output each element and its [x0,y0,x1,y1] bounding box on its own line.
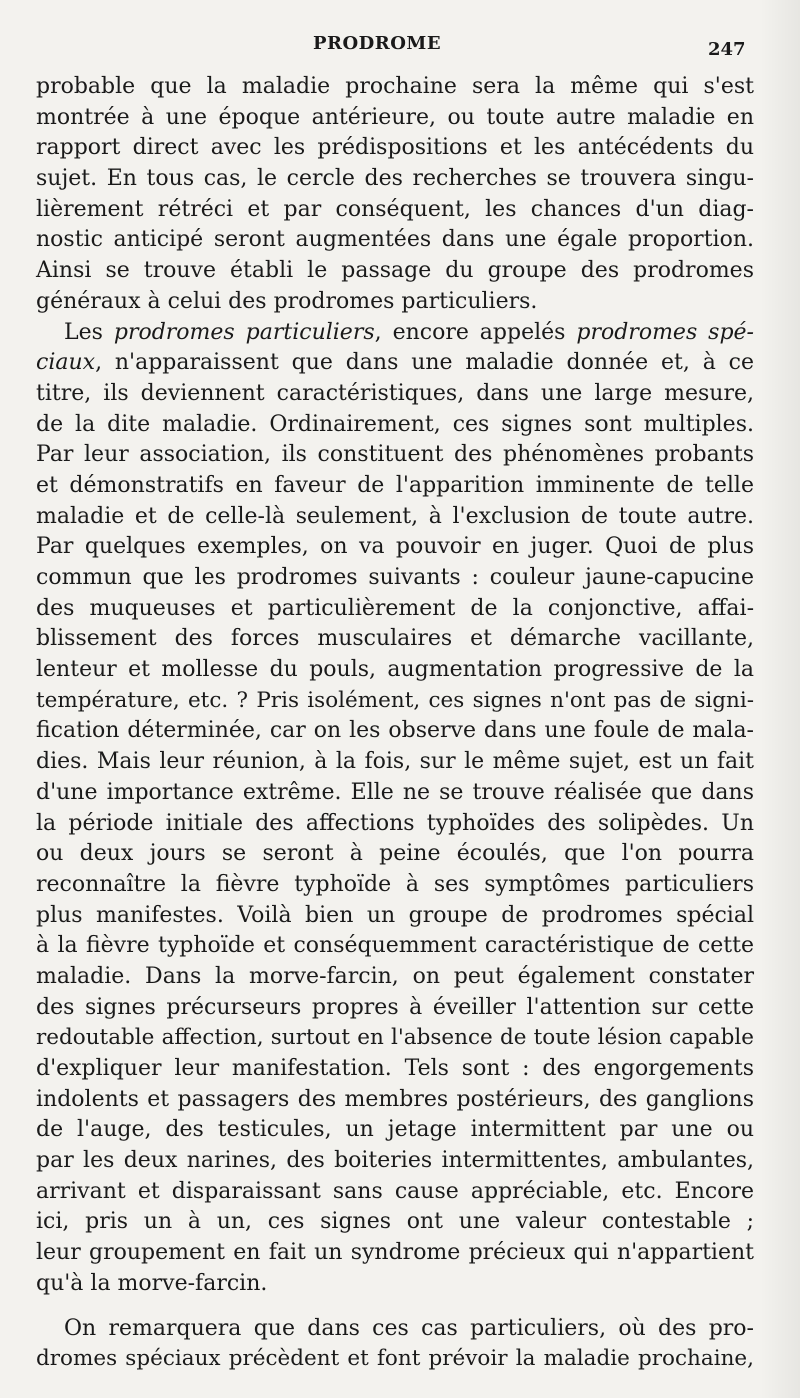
text-line: reconnaître la fièvre typhoïde à ses symptômes particuliers [36,871,754,897]
text-line: Par quelques exemples, on va pouvoir en juger. Quoi de plus [36,534,754,560]
text-line: d'expliquer leur manifestation. Tels sont : des engorgements [36,1056,754,1081]
text-run: , n'apparaissent que dans une maladie donnée et, à ce [95,350,754,376]
text-line: fication déterminée, car on les observe dans une foule de mala- [36,718,754,744]
text-line: de la dite maladie. Ordinairement, ces signes sont multiples. [36,411,754,437]
text-line: Ainsi se trouve établi le passage du groupe des prodromes [36,258,754,284]
italic-term: ciaux [36,350,96,376]
text-line: lenteur et mollesse du pouls, augmentation progressive de la [36,657,754,683]
text-line: blissement des forces musculaires et démarche vacillante, [36,626,754,652]
text-line: généraux à celui des prodromes particuliers. [36,288,538,314]
page-edge-shadow [760,0,800,1398]
page-number: 247 [708,39,746,60]
text-line: la période initiale des affections typhoïdes des solipèdes. Un [36,810,754,836]
text-line: lièrement rétréci et par conséquent, les chances d'un diag- [36,196,754,222]
text-line: et démonstratifs en faveur de l'apparition imminente de telle [36,472,754,498]
text-line: ou deux jours se seront à peine écoulés, que l'on pourra [36,841,754,867]
text-line: des muqueuses et particulièrement de la conjonctive, affai- [36,595,754,621]
text-line: maladie. Dans la morve-farcin, on peut également constater [36,963,754,989]
text-line [36,318,754,349]
text-line: maladie et de celle-là seulement, à l'exclusion de toute autre. [36,503,754,529]
text-line: titre, ils deviennent caractéristiques, dans une large mesure, [36,380,754,406]
text-line: redoutable affection, surtout en l'absence de toute lésion capable [36,1025,754,1051]
text-line: rapport direct avec les prédispositions et les antécédents du [36,135,754,161]
text-line: dies. Mais leur réunion, à la fois, sur le même sujet, est un fait [36,749,754,775]
text-run: , encore appelés [374,319,577,345]
text-line: par les deux narines, des boiteries intermittentes, ambulantes, [36,1148,754,1174]
text-line [36,348,754,379]
text-line: de l'auge, des testicules, un jetage intermittent par une ou [36,1117,754,1143]
text-line: Par leur association, ils constituent des phénomènes probants [36,442,754,468]
text-line: commun que les prodromes suivants : couleur jaune-capucine [36,565,754,590]
italic-term: prodromes spé- [576,319,754,345]
text-line: arrivant et disparaissant sans cause appréciable, etc. Encore [36,1178,754,1204]
text-line: On remarquera que dans ces cas particuliers, où des pro- [64,1315,754,1341]
page-header [0,30,800,70]
body-text [36,72,754,1375]
text-line: probable que la maladie prochaine sera la même qui s'est [36,74,754,99]
paragraph-gap [36,1300,754,1314]
text-line: sujet. En tous cas, le cercle des recherches se trouvera singu- [36,166,754,192]
running-title: PRODROME [313,33,442,54]
text-line: dromes spéciaux précèdent et font prévoir la maladie prochaine, [36,1346,754,1372]
text-line: plus manifestes. Voilà bien un groupe de prodromes spécial [36,902,754,928]
text-line: montrée à une époque antérieure, ou toute autre maladie en [36,104,754,130]
text-line: d'une importance extrême. Elle ne se trouve réalisée que dans [36,779,754,805]
text-line: leur groupement en fait un syndrome précieux qui n'appartient [36,1240,754,1266]
text-line: nostic anticipé seront augmentées dans une égale proportion. [36,227,754,253]
text-line: ici, pris un à un, ces signes ont une valeur contestable ; [36,1209,754,1235]
text-run: Les [64,319,114,345]
text-line: à la fièvre typhoïde et conséquemment caractéristique de cette [36,933,754,959]
italic-term: prodromes particuliers [113,319,375,345]
text-line: des signes précurseurs propres à éveiller l'attention sur cette [36,994,754,1020]
text-line: indolents et passagers des membres postérieurs, des ganglions [36,1086,754,1112]
text-line: température, etc. ? Pris isolément, ces signes n'ont pas de signi- [36,687,754,713]
text-line: qu'à la morve-farcin. [36,1270,268,1296]
